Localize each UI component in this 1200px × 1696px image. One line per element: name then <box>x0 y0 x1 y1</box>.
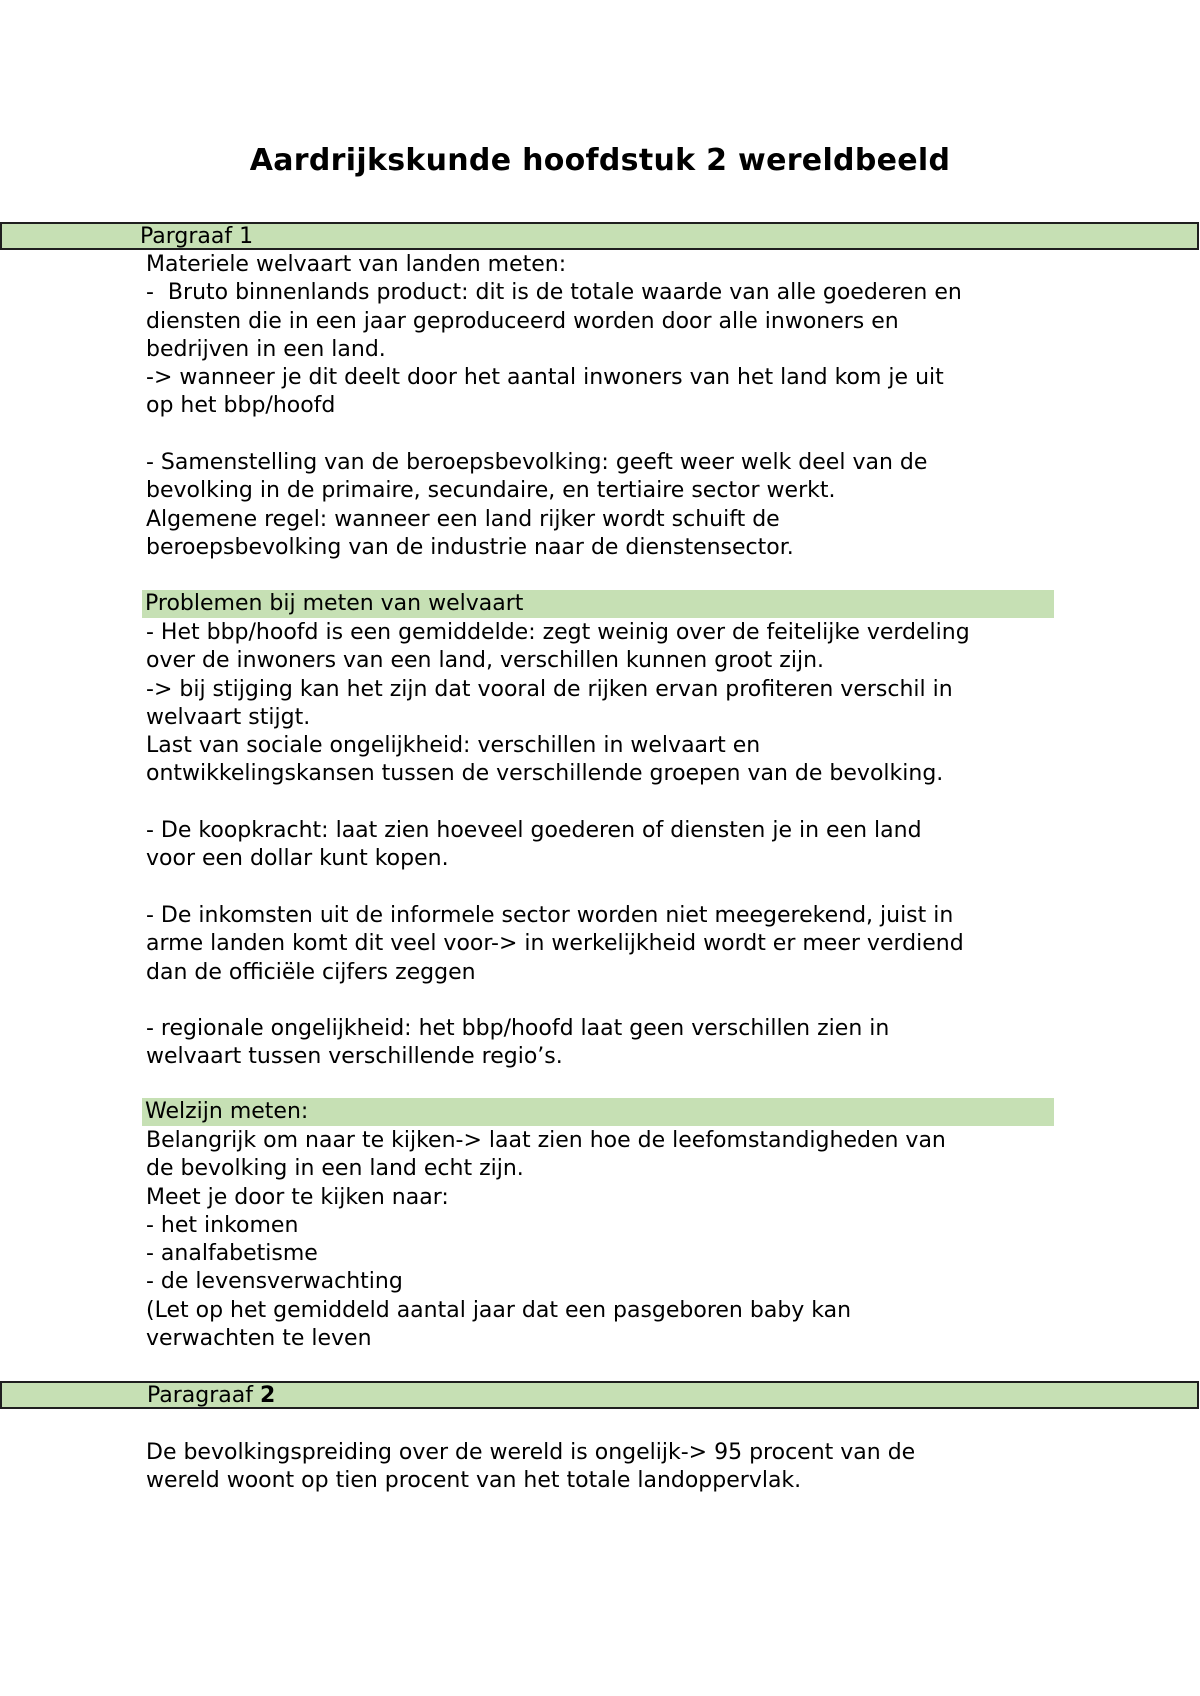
text-line: dan de officiële cijfers zeggen <box>146 959 476 985</box>
text-line: ontwikkelingskansen tussen de verschillende groepen van de bevolking. <box>146 761 944 787</box>
section-heading-paragraaf-2 <box>0 1381 1199 1409</box>
text-line: diensten die in een jaar geproduceerd worden door alle inwoners en <box>146 308 899 334</box>
text-line: welvaart stijgt. <box>146 704 311 730</box>
blank-line <box>146 421 962 449</box>
section-heading-label: Problemen bij meten van welvaart <box>145 591 524 616</box>
text-line: - De koopkracht: laat zien hoeveel goederen of diensten je in een land <box>146 818 922 844</box>
text-line: bevolking in de primaire, secundaire, en tertiaire sector werkt. <box>146 478 836 504</box>
welzijn-body <box>146 1127 946 1353</box>
text-line: de bevolking in een land echt zijn. <box>146 1156 524 1182</box>
section-heading-problemen <box>142 590 1054 618</box>
text-line: - analfabetisme <box>146 1241 318 1267</box>
text-line: (Let op het gemiddeld aantal jaar dat een pasgeboren baby kan <box>146 1297 852 1323</box>
paragraaf-1-body <box>146 251 962 562</box>
text-line: welvaart tussen verschillende regio’s. <box>146 1044 563 1070</box>
text-line: wereld woont op tien procent van het totale landoppervlak. <box>146 1468 802 1494</box>
text-line: verwachten te leven <box>146 1326 372 1352</box>
text-line: Belangrijk om naar te kijken-> laat zien hoe de leefomstandigheden van <box>146 1128 946 1153</box>
text-line: - Bruto binnenlands product: dit is de totale waarde van alle goederen en <box>146 280 962 306</box>
text-line: Materiele welvaart van landen meten: <box>146 252 567 277</box>
text-line: - regionale ongelijkheid: het bbp/hoofd laat geen verschillen zien in <box>146 1016 890 1042</box>
text-line: over de inwoners van een land, verschillen kunnen groot zijn. <box>146 648 825 674</box>
text-line: arme landen komt dit veel voor-> in werkelijkheid wordt er meer verdiend <box>146 931 964 957</box>
text-line: - Samenstelling van de beroepsbevolking: geeft weer welk deel van de <box>146 450 928 476</box>
section-heading-label: Pargraaf 1 <box>140 224 254 249</box>
blank-line <box>146 874 970 902</box>
text-line: - de levensverwachting <box>146 1269 403 1295</box>
paragraaf-2-body <box>146 1439 915 1496</box>
blank-line <box>146 789 970 817</box>
section-heading-label: Welzijn meten: <box>145 1099 309 1124</box>
text-line: De bevolkingspreiding over de wereld is ongelijk-> 95 procent van de <box>146 1440 916 1465</box>
text-line: - Het bbp/hoofd is een gemiddelde: zegt weinig over de feitelijke verdeling <box>146 620 970 645</box>
heading-prefix: Paragraaf <box>147 1383 260 1408</box>
text-line: Last van sociale ongelijkheid: verschillen in welvaart en <box>146 733 761 759</box>
section-heading-label <box>147 1383 275 1408</box>
heading-number: 2 <box>260 1383 276 1408</box>
text-line: bedrijven in een land. <box>146 336 386 362</box>
text-line: voor een dollar kunt kopen. <box>146 846 449 872</box>
text-line: Meet je door te kijken naar: <box>146 1184 449 1210</box>
section-heading-welzijn <box>142 1098 1054 1126</box>
section-heading-paragraaf-1 <box>0 222 1199 250</box>
text-line: - De inkomsten uit de informele sector worden niet meegerekend, juist in <box>146 902 954 928</box>
document-title: Aardrijkskunde hoofdstuk 2 wereldbeeld <box>249 143 951 178</box>
problemen-body <box>146 619 970 1072</box>
text-line: - het inkomen <box>146 1212 299 1238</box>
text-line: beroepsbevolking van de industrie naar de dienstensector. <box>146 534 794 560</box>
text-line: Algemene regel: wanneer een land rijker wordt schuift de <box>146 506 780 532</box>
text-line: -> wanneer je dit deelt door het aantal inwoners van het land kom je uit <box>146 365 944 391</box>
text-line: op het bbp/hoofd <box>146 393 336 419</box>
text-line: -> bij stijging kan het zijn dat vooral de rijken ervan profiteren verschil in <box>146 676 953 702</box>
blank-line <box>146 987 970 1015</box>
